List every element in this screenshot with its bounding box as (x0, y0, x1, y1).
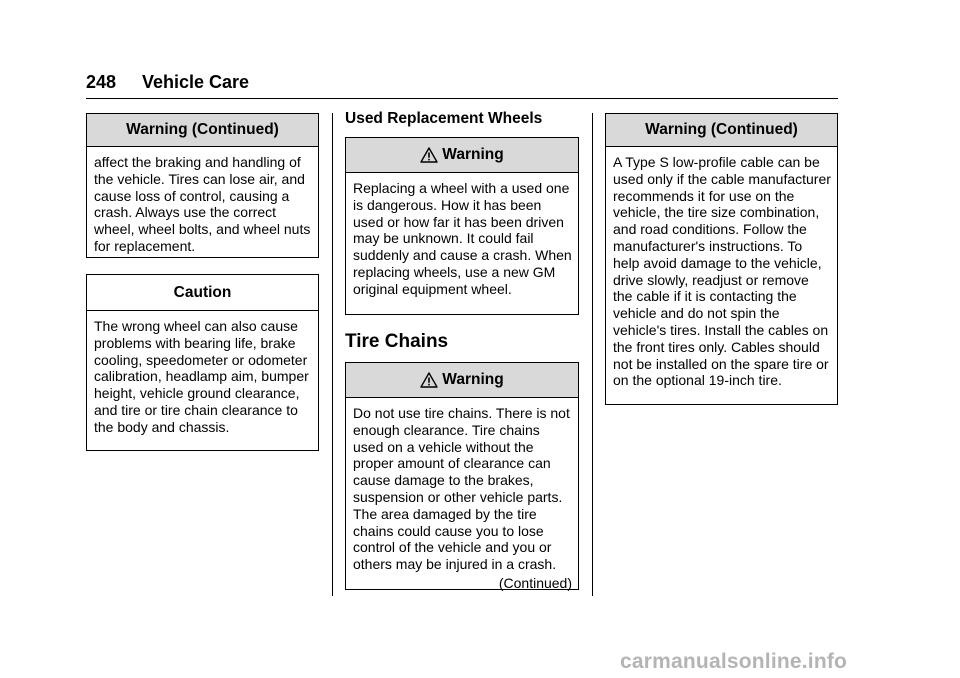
column-divider-left (332, 113, 333, 596)
tire-chains-heading: Tire Chains (345, 331, 449, 352)
warning-title: Warning (442, 146, 504, 163)
warning-title: Warning (442, 371, 504, 388)
caution-box (86, 274, 319, 451)
warning-continued-title: Warning (Continued) (87, 114, 318, 147)
section-title: Vehicle Care (142, 72, 250, 92)
warning-continued-text: affect the braking and handling of the vehicle. Tires can lose air, and cause loss of control, causing a crash. Always use the correct wheel, wheel bolts, and wheel nuts for replacement. (94, 154, 311, 254)
used-replacement-wheels-heading: Used Replacement Wheels (345, 110, 543, 127)
warning-header (346, 363, 578, 398)
caution-text: The wrong wheel can also cause problems with bearing life, brake cooling, speedometer or odometer calibration, headlamp aim, bumper height, vehicle ground clearance, and tire or tire chain clearance to the body and chassis. (94, 318, 309, 435)
watermark: carmanualsonline.info (620, 650, 848, 673)
header-divider (86, 98, 838, 99)
warning-continued-box-right (605, 113, 838, 405)
continued-label: (Continued) (498, 574, 572, 591)
warning-header (346, 138, 578, 173)
warning-text: Replacing a wheel with a used one is dangerous. How it has been used or how far it has been driven may be unknown. It could fail suddenly and cause a crash. When replacing wheels, use a new GM original equipment wheel. (353, 180, 572, 297)
caution-title: Caution (87, 275, 318, 311)
warning-triangle-icon (420, 147, 438, 163)
warning-continued-title: Warning (Continued) (606, 114, 837, 147)
page-number: 248 (86, 72, 117, 92)
warning-continued-box-left (86, 113, 319, 258)
warning-text: Do not use tire chains. There is not enough clearance. Tire chains used on a vehicle without the proper amount of clearance can cause damage to the brakes, suspension or other vehicle parts. The area damaged by the tire chains could cause you to lose control of the vehicle and you or others may be injured in a crash. (353, 405, 570, 573)
warning-triangle-icon (420, 372, 438, 388)
warning-box-used-wheels (345, 137, 579, 315)
warning-continued-text: A Type S low-profile cable can be used only if the cable manufacturer recommends it for use on the vehicle, the tire size combination, and road conditions. Follow the manufacturer's instructions. To help avoid damage to the vehicle, drive slowly, readjust or remove the cable if it is contacting the vehicle and do not spin the vehicle's tires. Install the cables on the front tires only. Cables should not be installed on the spare tire or on the optional 19-inch tire. (613, 154, 831, 389)
warning-box-tire-chains (345, 362, 579, 590)
column-divider-right (592, 113, 593, 596)
page-header (86, 72, 838, 98)
